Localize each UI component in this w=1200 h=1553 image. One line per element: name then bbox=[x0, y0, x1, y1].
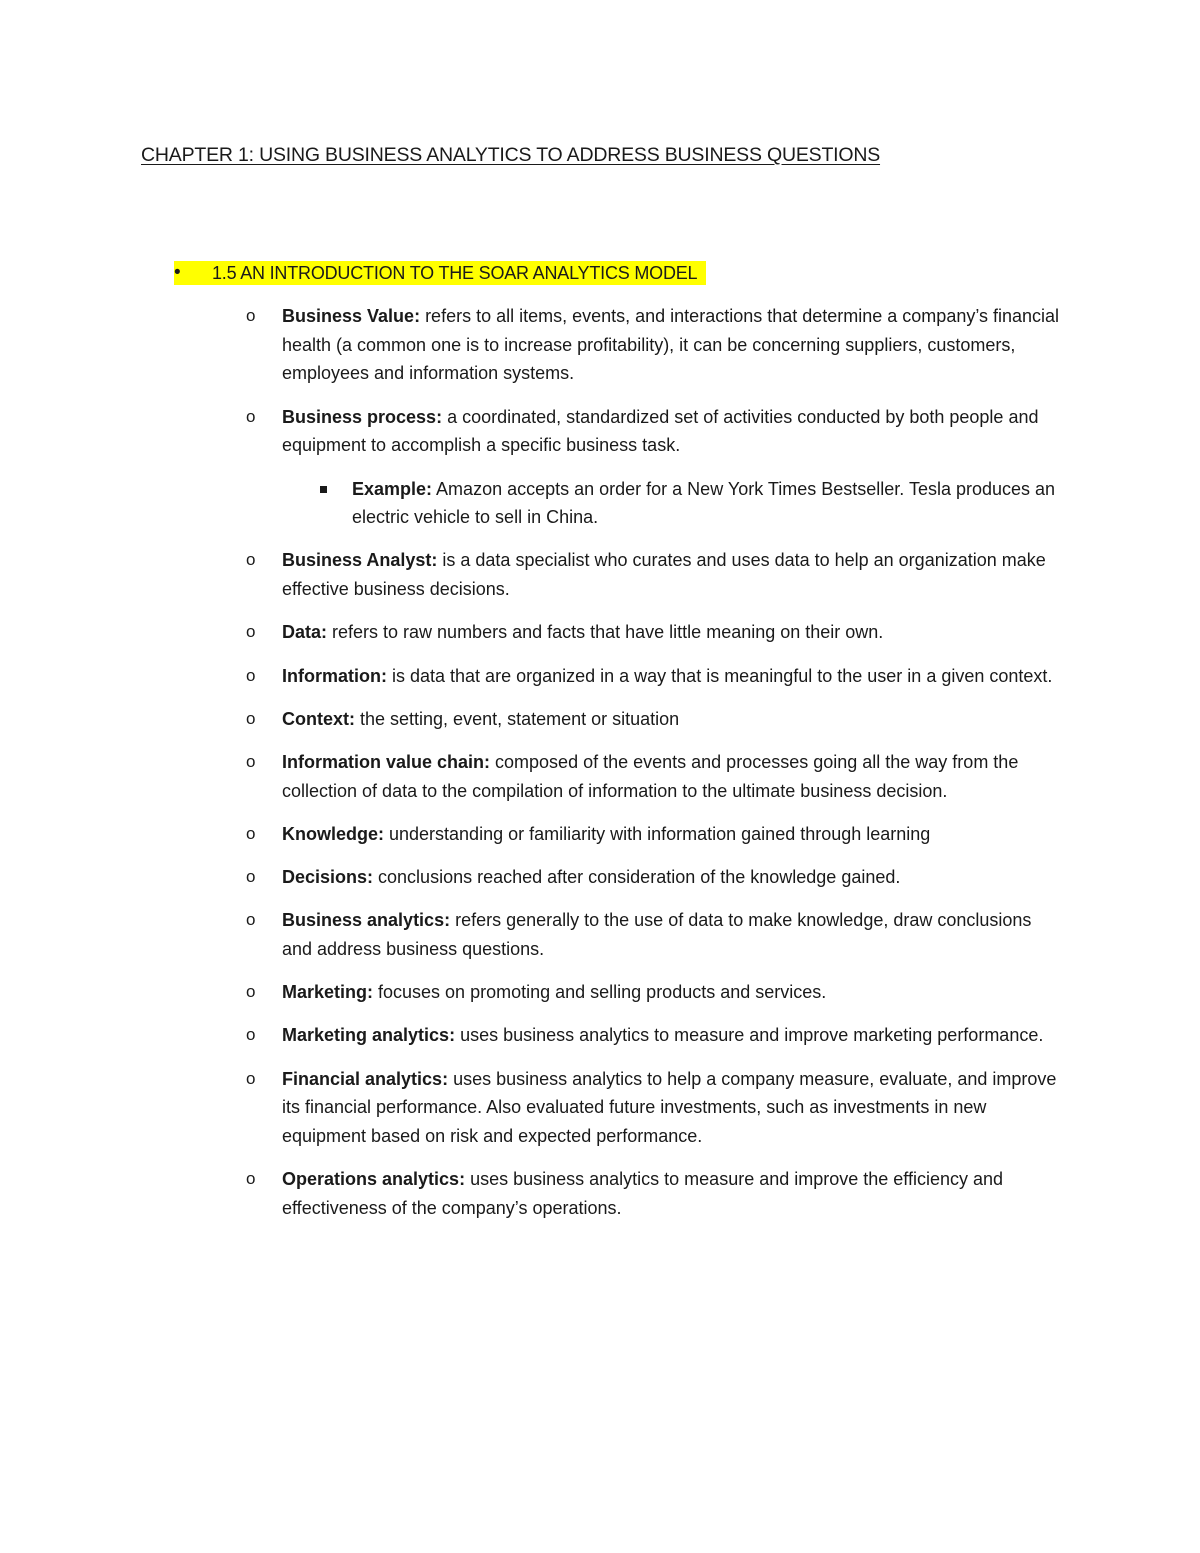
definition: refers generally to the use of data to make knowledge, draw conclusions and address business questions. bbox=[282, 910, 1032, 959]
definition-list bbox=[246, 302, 1066, 1237]
circle-bullet-icon: o bbox=[246, 665, 256, 685]
definition: uses business analytics to measure and improve the efficiency and effectiveness of the company’s operations. bbox=[282, 1169, 1004, 1218]
example-item bbox=[316, 475, 1066, 532]
definition: uses business analytics to measure and improve marketing performance. bbox=[455, 1025, 1044, 1046]
term: Operations analytics: bbox=[282, 1169, 466, 1190]
definition: a coordinated, standardized set of activities conducted by both people and equipment to accomplish a specific business task. bbox=[282, 406, 1039, 456]
circle-bullet-icon: o bbox=[246, 1068, 256, 1088]
list-item bbox=[246, 302, 1066, 388]
definition: refers to all items, events, and interactions that determine a company’s financial health (a common one is to increase profitability), it can be concerning suppliers, customers, employees and information systems. bbox=[282, 306, 1060, 384]
list-item bbox=[246, 705, 1066, 734]
term: Information value chain: bbox=[282, 751, 491, 772]
definition: focuses on promoting and selling products and services. bbox=[373, 982, 827, 1003]
circle-bullet-icon: o bbox=[246, 306, 256, 325]
square-bullet-icon bbox=[320, 486, 327, 493]
term: Business Value: bbox=[282, 306, 421, 326]
term: Data: bbox=[282, 622, 328, 643]
circle-bullet-icon: o bbox=[246, 1169, 256, 1189]
section-heading-text: 1.5 AN INTRODUCTION TO THE SOAR ANALYTICS MODEL bbox=[174, 261, 706, 285]
term: Financial analytics: bbox=[282, 1068, 449, 1089]
definition: is a data specialist who curates and uses data to help an organization make effective business decisions. bbox=[282, 550, 1046, 600]
term: Information: bbox=[282, 665, 387, 686]
list-item bbox=[246, 906, 1066, 963]
definition: is data that are organized in a way that is meaningful to the user in a given context. bbox=[387, 665, 1053, 686]
circle-bullet-icon: o bbox=[246, 1025, 256, 1045]
term: Context: bbox=[282, 708, 355, 729]
circle-bullet-icon: o bbox=[246, 406, 256, 426]
example-definition: Amazon accepts an order for a New York Times Bestseller. Tesla produces an electric vehicle to sell in China. bbox=[352, 478, 1056, 528]
circle-bullet-icon: o bbox=[246, 823, 256, 843]
circle-bullet-icon: o bbox=[246, 550, 256, 570]
list-item bbox=[246, 978, 1066, 1007]
list-item bbox=[246, 1165, 1066, 1222]
term: Marketing: bbox=[282, 982, 374, 1003]
circle-bullet-icon: o bbox=[246, 982, 256, 1002]
example-term: Example: bbox=[352, 478, 433, 499]
chapter-title: CHAPTER 1: USING BUSINESS ANALYTICS TO ADDRESS BUSINESS QUESTIONS bbox=[141, 144, 881, 166]
list-item bbox=[246, 546, 1066, 603]
term: Business process: bbox=[282, 406, 443, 427]
definition: composed of the events and processes going all the way from the collection of data to the compilation of information to the ultimate business decision. bbox=[282, 751, 1019, 801]
list-item bbox=[246, 618, 1066, 647]
term: Marketing analytics: bbox=[282, 1025, 456, 1046]
bullet-icon: • bbox=[174, 262, 181, 283]
term: Decisions: bbox=[282, 867, 374, 888]
list-item bbox=[246, 403, 1066, 532]
term: Business Analyst: bbox=[282, 550, 438, 571]
list-item bbox=[246, 863, 1066, 892]
circle-bullet-icon: o bbox=[246, 708, 256, 728]
definition: understanding or familiarity with information gained through learning bbox=[384, 823, 931, 844]
list-item bbox=[246, 662, 1066, 691]
definition: refers to raw numbers and facts that have little meaning on their own. bbox=[327, 622, 884, 643]
definition: the setting, event, statement or situation bbox=[355, 708, 680, 729]
term: Knowledge: bbox=[282, 823, 384, 844]
list-item bbox=[246, 1065, 1066, 1151]
list-item bbox=[246, 748, 1066, 805]
definition: conclusions reached after consideration of the knowledge gained. bbox=[373, 867, 901, 888]
circle-bullet-icon: o bbox=[246, 910, 256, 930]
term: Business analytics: bbox=[282, 910, 451, 931]
circle-bullet-icon: o bbox=[246, 751, 256, 771]
circle-bullet-icon: o bbox=[246, 867, 256, 887]
definition: uses business analytics to help a company measure, evaluate, and improve its financial performance. Also evaluated future investments, such as investments in new equipment based on risk and expected performance. bbox=[282, 1068, 1057, 1146]
list-item bbox=[246, 1021, 1066, 1050]
list-item bbox=[246, 820, 1066, 849]
circle-bullet-icon: o bbox=[246, 622, 256, 642]
